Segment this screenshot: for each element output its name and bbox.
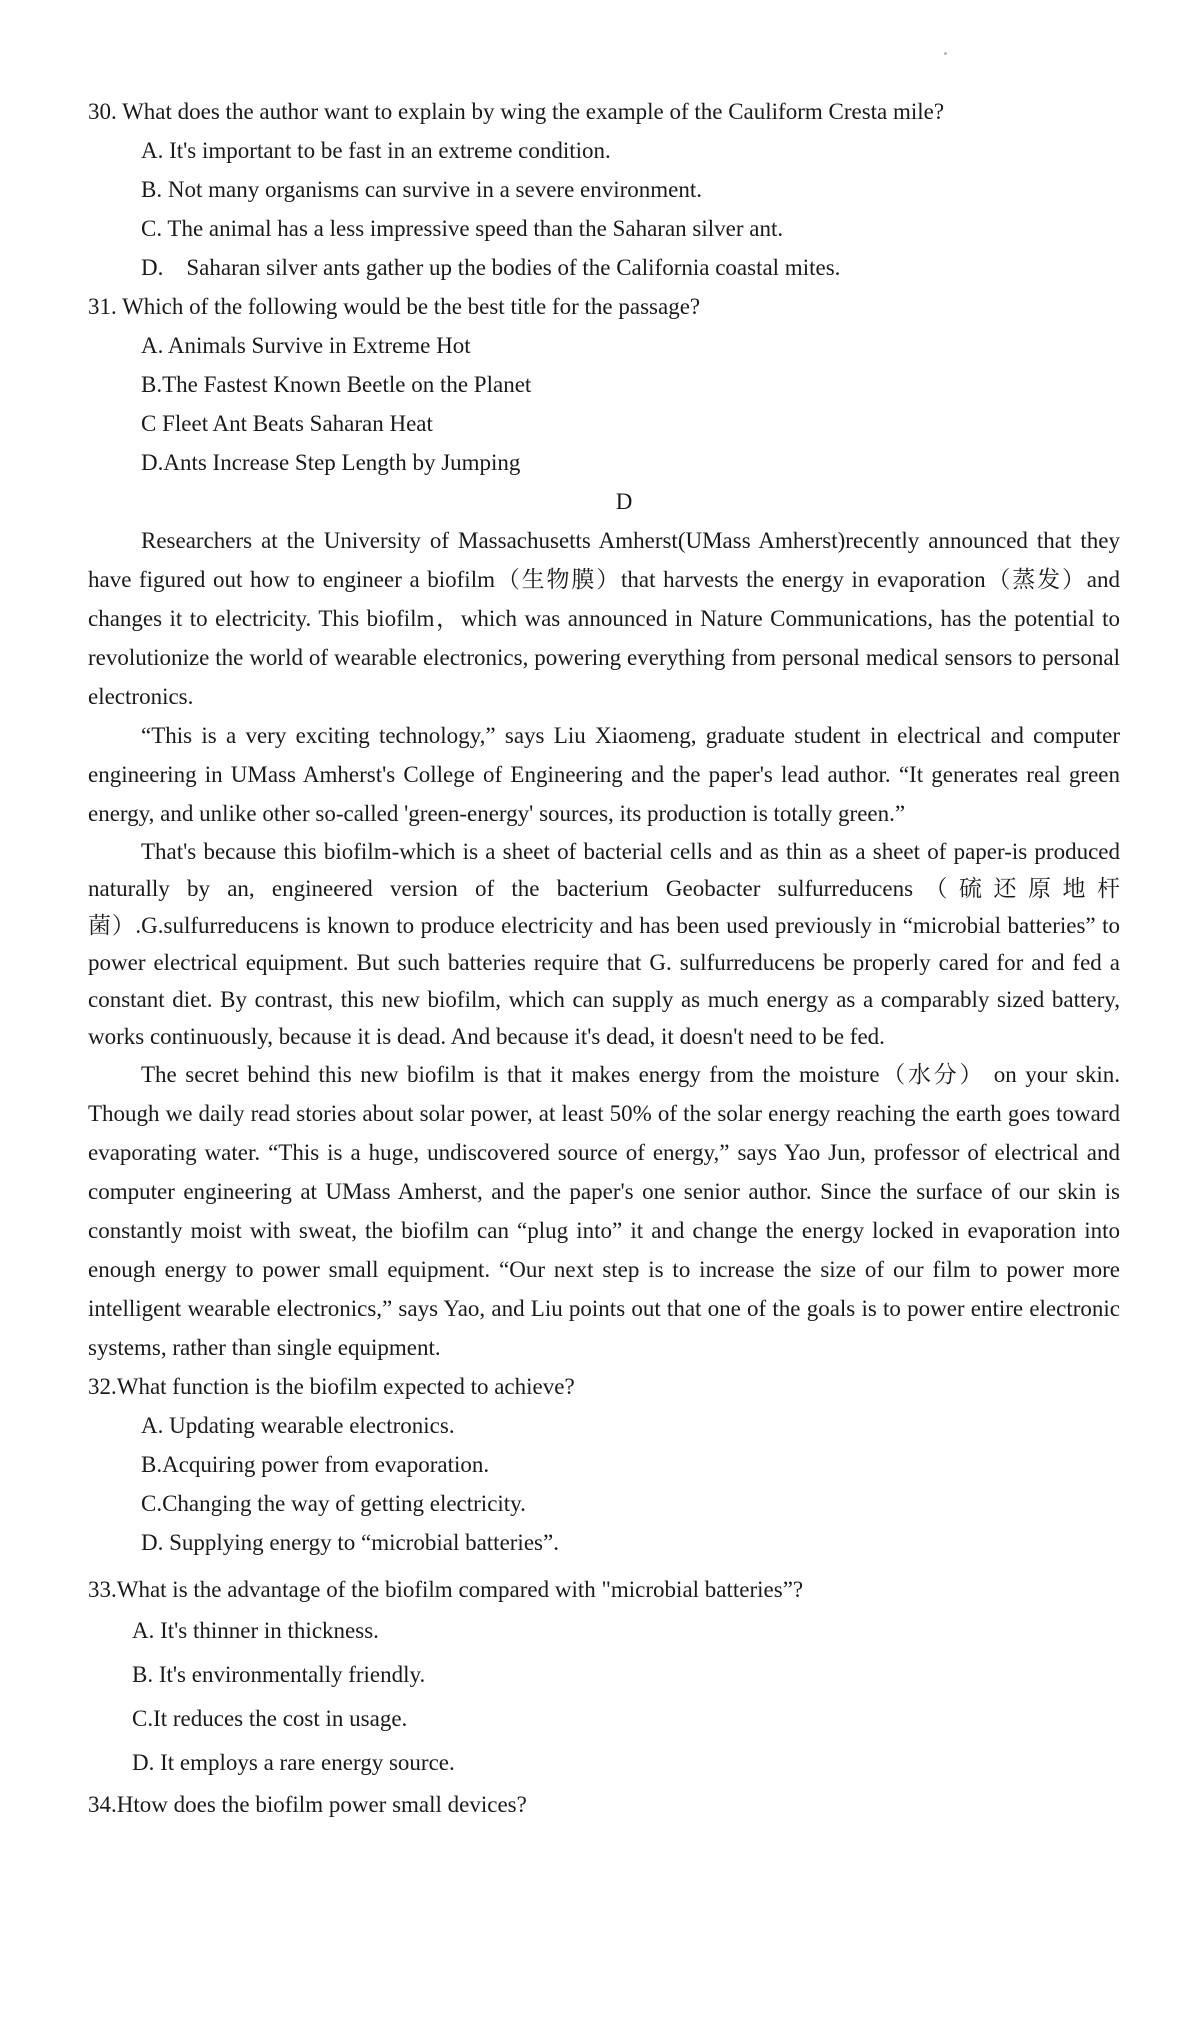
question-30-option-b: B. Not many organisms can survive in a severe environment.: [141, 177, 703, 202]
question-32-option-a: A. Updating wearable electronics.: [141, 1413, 455, 1438]
question-33-option-d: D. It employs a rare energy source.: [132, 1750, 455, 1775]
question-31-option-c: C Fleet Ant Beats Saharan Heat: [141, 411, 433, 436]
exam-page: [88, 92, 1120, 1824]
question-30-stem: 30. What does the author want to explain by wing the example of the Cauliform Cresta mile?: [88, 99, 945, 124]
question-34: [88, 1785, 1120, 1824]
question-32-option-c: C.Changing the way of getting electricity.: [141, 1491, 526, 1516]
question-33-option-c: C.It reduces the cost in usage.: [132, 1706, 408, 1731]
passage-paragraph: Researchers at the University of Massachusetts Amherst(UMass Amherst)recently announced that they have figured out how to engineer a biofilm（生物膜）that harvests the energy in evaporation（蒸发）and changes it to electricity. This biofilm，which was announced in Nature Communications, has the potential to revolutionize the world of wearable electronics, powering everything from personal medical sensors to personal electronics.: [88, 528, 1120, 709]
question-31: [88, 287, 1120, 482]
question-32-option-b: B.Acquiring power from evaporation.: [141, 1452, 490, 1477]
question-33: [88, 1570, 1120, 1785]
passage-paragraph: That's because this biofilm-which is a sheet of bacterial cells and as thin as a sheet of paper-is produced naturally by an, engineered version of the bacterium Geobacter sulfurreducens（硫还原地杆菌）.G.sulfurreducens is known to produce electricity and has been used previously in “microbial batteries” to power electrical equipment. But such batteries require that G. sulfurreducens be properly cared for and fed a constant diet. By contrast, this new biofilm, which can supply as much energy as a comparably sized battery, works continuously, because it is dead. And because it's dead, it doesn't need to be fed.: [88, 839, 1120, 1049]
question-32-option-d: D. Supplying energy to “microbial batteries”.: [141, 1530, 559, 1555]
scan-speck: [944, 52, 947, 55]
question-33-option-a: A. It's thinner in thickness.: [132, 1618, 379, 1643]
question-30: [88, 92, 1120, 287]
question-34-stem: 34.Htow does the biofilm power small devices?: [88, 1792, 527, 1817]
question-31-option-d: D.Ants Increase Step Length by Jumping: [141, 450, 521, 475]
passage-paragraph: “This is a very exciting technology,” says Liu Xiaomeng, graduate student in electrical and computer engineering in UMass Amherst's College of Engineering and the paper's lead author. “It generates real green energy, and unlike other so-called 'green-energy' sources, its production is totally green.”: [88, 723, 1120, 826]
question-33-stem: 33.What is the advantage of the biofilm compared with "microbial batteries”?: [88, 1577, 804, 1602]
reading-passage: [88, 521, 1120, 1367]
question-30-option-c: C. The animal has a less impressive speed than the Saharan silver ant.: [141, 216, 784, 241]
question-31-stem: 31. Which of the following would be the best title for the passage?: [88, 294, 701, 319]
question-30-option-d: D. Saharan silver ants gather up the bodies of the California coastal mites.: [141, 255, 841, 280]
section-heading: D: [615, 489, 633, 514]
question-31-option-b: B.The Fastest Known Beetle on the Planet: [141, 372, 532, 397]
question-31-option-a: A. Animals Survive in Extreme Hot: [141, 333, 471, 358]
question-32: [88, 1367, 1120, 1562]
question-33-option-b: B. It's environmentally friendly.: [132, 1662, 426, 1687]
question-32-stem: 32.What function is the biofilm expected to achieve?: [88, 1374, 575, 1399]
question-30-option-a: A. It's important to be fast in an extreme condition.: [141, 138, 611, 163]
passage-paragraph: The secret behind this new biofilm is that it makes energy from the moisture（水分） on your skin. Though we daily read stories about solar power, at least 50% of the solar energy reaching the earth goes toward evaporating water. “This is a huge, undiscovered source of energy,” says Yao Jun, professor of electrical and computer engineering at UMass Amherst, and the paper's one senior author. Since the surface of our skin is constantly moist with sweat, the biofilm can “plug into” it and change the energy locked in evaporation into enough energy to power small equipment. “Our next step is to increase the size of our film to power more intelligent wearable electronics,” says Yao, and Liu points out that one of the goals is to power entire electronic systems, rather than single equipment.: [88, 1062, 1120, 1360]
